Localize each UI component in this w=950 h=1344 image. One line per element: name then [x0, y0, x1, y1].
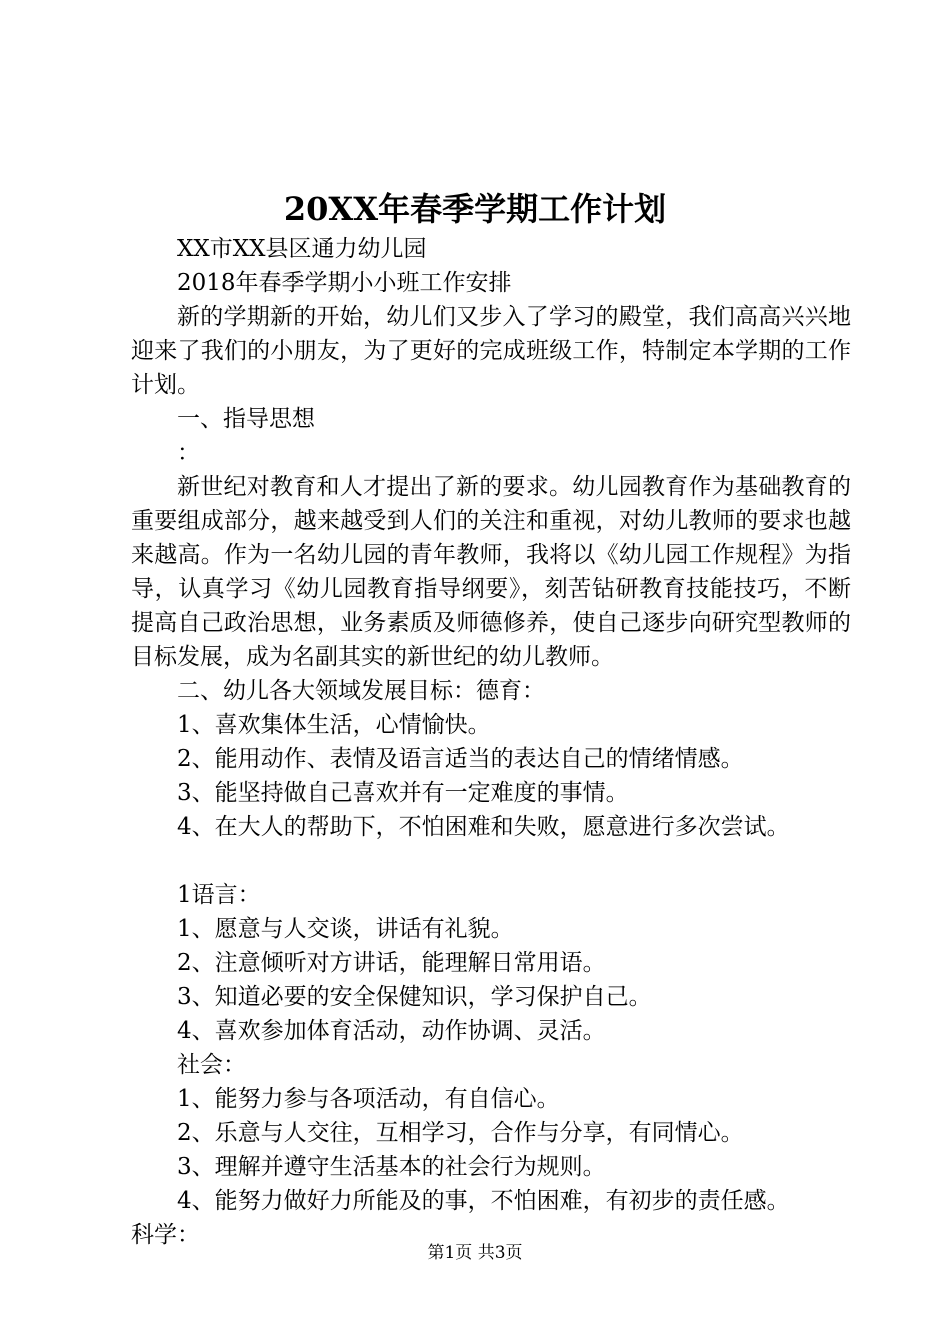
- colon-line: ：: [177, 440, 200, 466]
- list-item: 2、注意倾听对方讲话，能理解日常用语。: [177, 950, 606, 976]
- list-item: 4、能努力做好力所能及的事，不怕困难，有初步的责任感。: [177, 1188, 790, 1214]
- subheading-science: 科学：: [131, 1222, 200, 1248]
- intro-paragraph: 新的学期新的开始，幼儿们又步入了学习的殿堂，我们高高兴兴地迎来了我们的小朋友，为了更好的完成班级工作，特制定本学期的工作计划。: [131, 304, 851, 398]
- kindergarten-name: XX市XX县区通力幼儿园: [177, 236, 427, 262]
- plan-subtitle: 2018年春季学期小小班工作安排: [177, 270, 512, 296]
- list-item: 1、喜欢集体生活，心情愉快。: [177, 712, 491, 738]
- list-item: 3、能坚持做自己喜欢并有一定难度的事情。: [177, 780, 629, 806]
- page-indicator: 第1页 共3页: [427, 1243, 523, 1263]
- section-heading-development-goals: 二、幼儿各大领域发展目标：德育：: [177, 678, 545, 704]
- list-item: 3、知道必要的安全保健知识，学习保护自己。: [177, 984, 652, 1010]
- subheading-language: 1语言：: [177, 882, 261, 908]
- list-item: 4、喜欢参加体育活动，动作协调、灵活。: [177, 1018, 606, 1044]
- list-item: 3、理解并遵守生活基本的社会行为规则。: [177, 1154, 606, 1180]
- list-item: 4、在大人的帮助下，不怕困难和失败，愿意进行多次尝试。: [177, 814, 790, 840]
- subheading-society: 社会：: [177, 1052, 246, 1078]
- list-item: 2、能用动作、表情及语言适当的表达自己的情绪情感。: [177, 746, 744, 772]
- document-body: [131, 232, 851, 1252]
- list-item: 1、能努力参与各项活动，有自信心。: [177, 1086, 560, 1112]
- section-heading-guiding-ideology: 一、指导思想: [177, 406, 315, 432]
- document-title: 20XX年春季学期工作计划: [283, 190, 667, 228]
- blank-line: [131, 844, 851, 878]
- ideology-paragraph: 新世纪对教育和人才提出了新的要求。幼儿园教育作为基础教育的重要组成部分，越来越受到人们的关注和重视，对幼儿教师的要求也越来越高。作为一名幼儿园的青年教师，我将以《幼儿园工作规程》为指导，认真学习《幼儿园教育指导纲要》，刻苦钻研教育技能技巧，不断提高自己政治思想，业务素质及师德修养，使自己逐步向研究型教师的目标发展，成为名副其实的新世纪的幼儿教师。: [131, 474, 851, 670]
- list-item: 2、乐意与人交往，互相学习，合作与分享，有同情心。: [177, 1120, 744, 1146]
- list-item: 1、愿意与人交谈，讲话有礼貌。: [177, 916, 514, 942]
